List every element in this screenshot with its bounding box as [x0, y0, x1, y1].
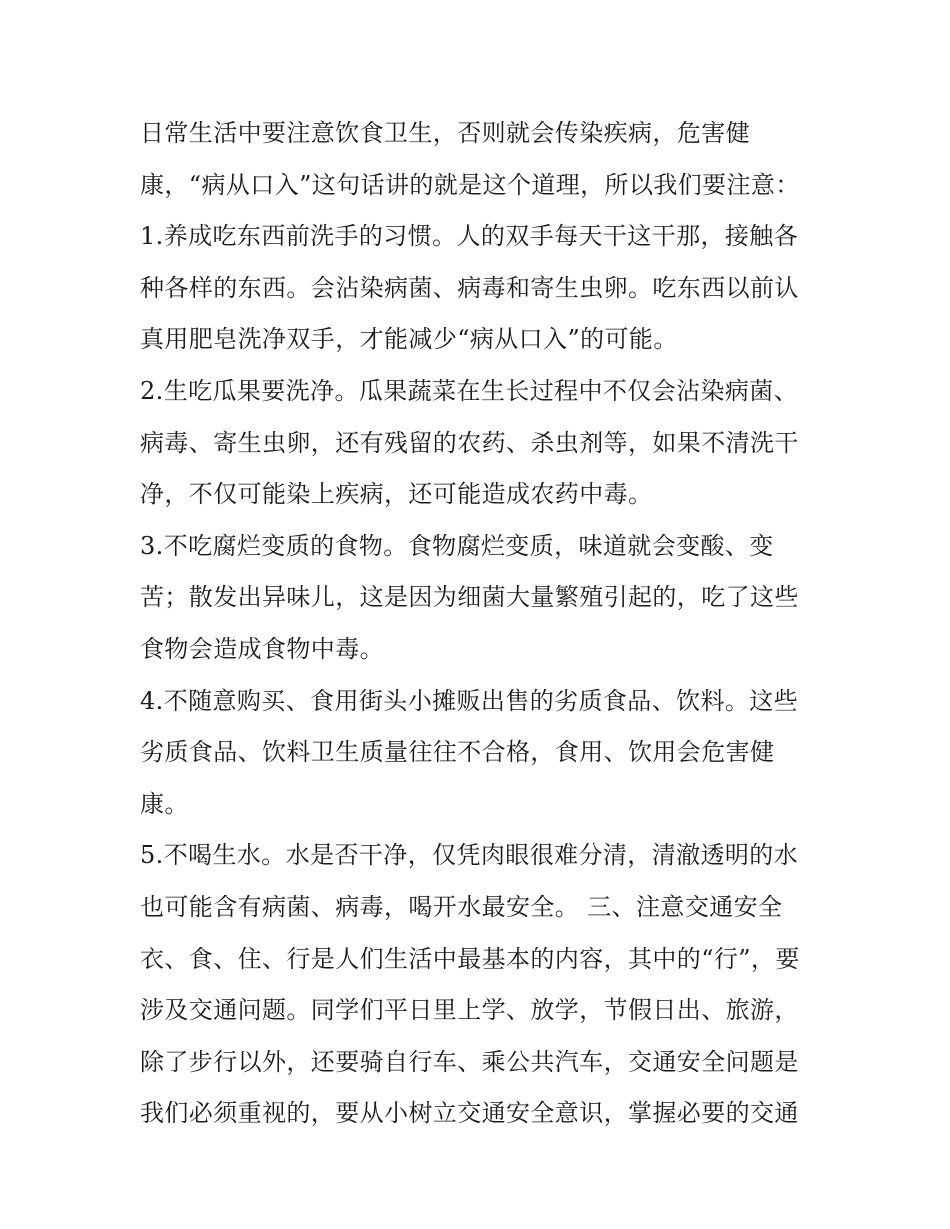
text-line: 3.不吃腐烂变质的食物。食物腐烂变质，味道就会变酸、变 — [140, 531, 774, 560]
text-line: 2.生吃瓜果要洗净。瓜果蔬菜在生长过程中不仅会沾染病菌、 — [140, 376, 799, 405]
text-line: 衣、食、住、行是人们生活中最基本的内容，其中的“行”，要 — [140, 944, 800, 973]
body-text — [140, 108, 830, 1140]
text-line: 真用肥皂洗净双手，才能减少“病从口入”的可能。 — [140, 325, 678, 354]
text-line: 病毒、寄生虫卵，还有残留的农药、杀虫剂等，如果不清洗干 — [140, 428, 799, 457]
text-line: 康。 — [140, 789, 189, 818]
text-line: 苦；散发出异味儿，这是因为细菌大量繁殖引起的，吃了这些 — [140, 583, 799, 612]
text-line: 5.不喝生水。水是否干净，仅凭肉眼很难分清，清澈透明的水 — [140, 841, 799, 870]
text-line: 除了步行以外，还要骑自行车、乘公共汽车，交通安全问题是 — [140, 1047, 799, 1076]
text-line: 我们必须重视的，要从小树立交通安全意识，掌握必要的交通 — [140, 1099, 799, 1128]
text-line: 劣质食品、饮料卫生质量往往不合格，食用、饮用会危害健 — [140, 738, 775, 767]
text-line: 日常生活中要注意饮食卫生，否则就会传染疾病，危害健 — [140, 119, 750, 147]
text-line: 4.不随意购买、食用街头小摊贩出售的劣质食品、饮料。这些 — [140, 686, 799, 715]
text-line: 也可能含有病菌、病毒，喝开水最安全。 三、注意交通安全 — [140, 892, 783, 921]
text-line: 涉及交通问题。同学们平日里上学、放学，节假日出、旅游， — [140, 996, 799, 1025]
text-line: 食物会造成食物中毒。 — [140, 634, 384, 663]
text-line: 净，不仅可能染上疾病，还可能造成农药中毒。 — [140, 480, 653, 509]
text-line: 种各样的东西。会沾染病菌、病毒和寄生虫卵。吃东西以前认 — [140, 273, 799, 302]
text-line: 1.养成吃东西前洗手的习惯。人的双手每天干这干那，接触各 — [140, 222, 799, 251]
text-line: 康，“病从口入”这句话讲的就是这个道理，所以我们要注意： — [140, 170, 800, 199]
